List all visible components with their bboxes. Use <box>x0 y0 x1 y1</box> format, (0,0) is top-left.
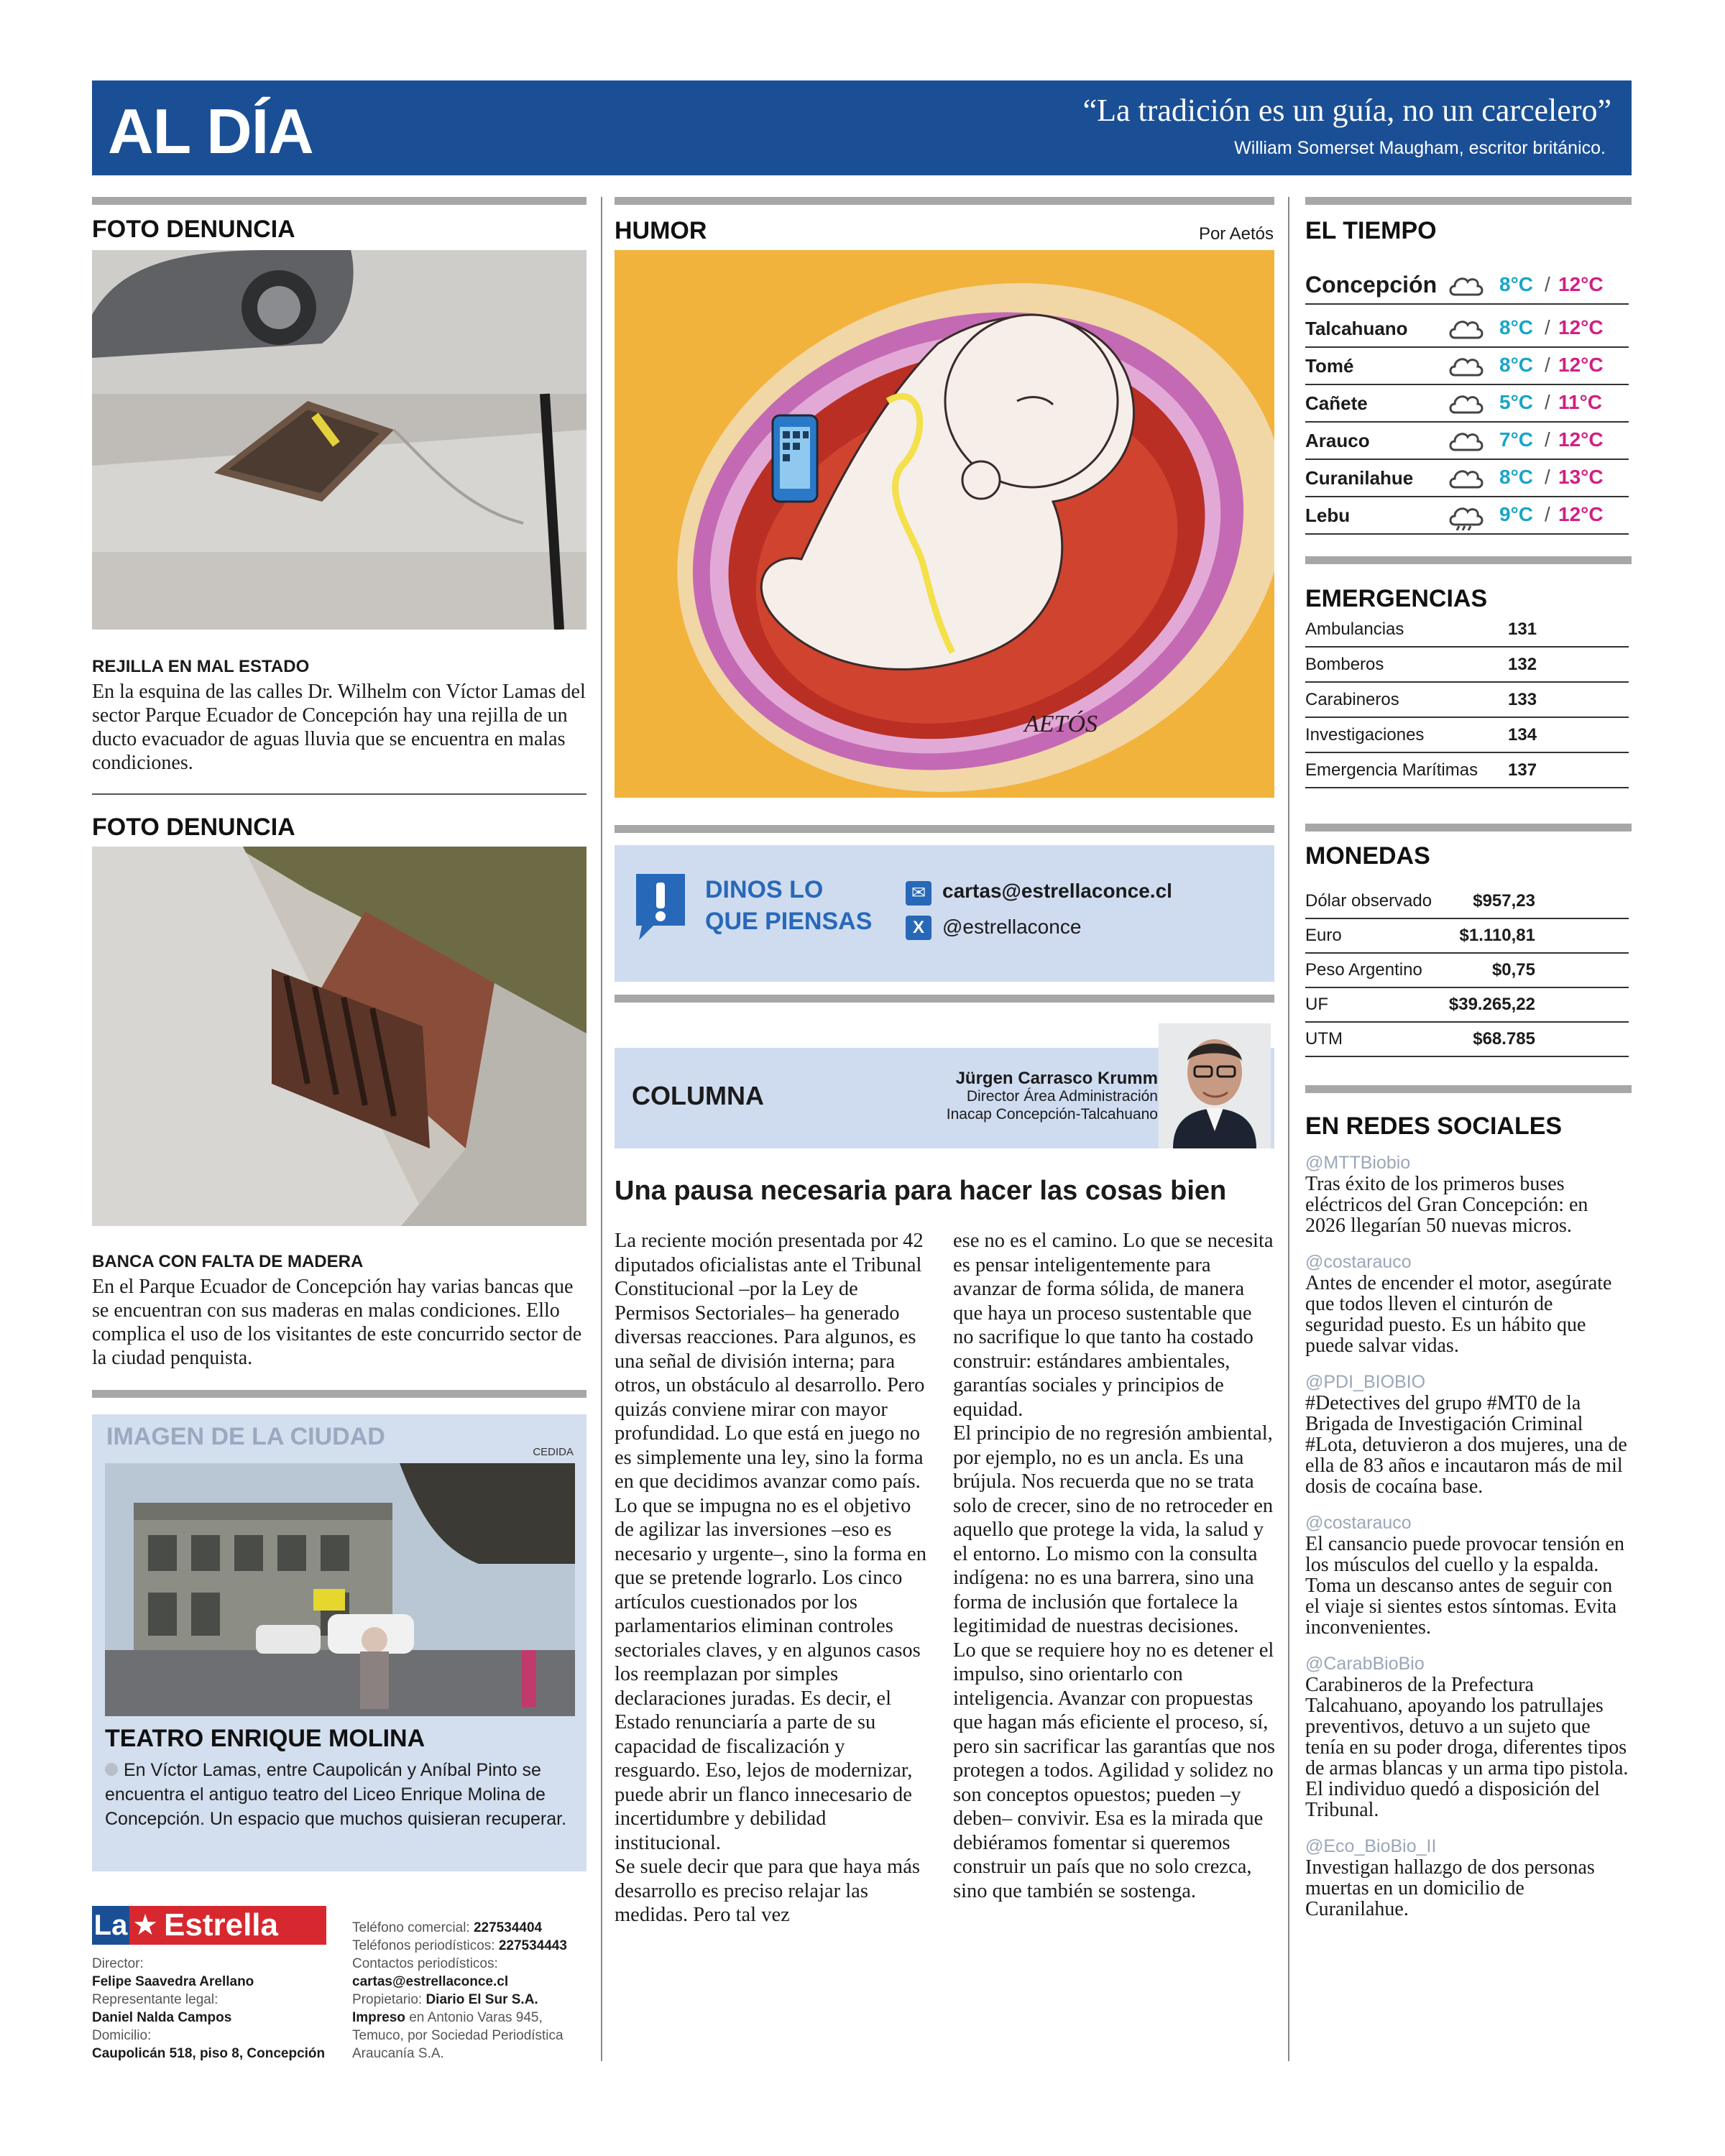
foto1-label: FOTO DENUNCIA <box>92 216 295 243</box>
imagen-body: En Víctor Lamas, entre Caupolicán y Aníbal Pinto se encuentra el antiguo teatro del Liceo Enrique Molina de Concepción. Un espacio que muchos quisieran recuperar. <box>105 1760 567 1829</box>
columna-author-block <box>947 1069 1158 1123</box>
weather-row <box>1305 267 1629 305</box>
emergencia-number[interactable]: 137 <box>1508 760 1537 780</box>
moneda-name: Dólar observado <box>1305 891 1432 911</box>
weather-slash: / <box>1545 503 1550 525</box>
divider-bar <box>1305 1085 1632 1093</box>
emergencia-row <box>1305 753 1629 788</box>
humor-byline: Por Aetós <box>1198 224 1274 244</box>
social-text: El cansancio puede provocar tensión en los músculos del cuello y la espalda. Toma un descanso antes de seguir con el viaje si sientes estos síntomas. Evita inconvenientes. <box>1305 1533 1624 1639</box>
imagen-credit: CEDIDA <box>533 1446 574 1458</box>
weather-city: Concepción <box>1305 272 1438 298</box>
weather-row <box>1305 310 1629 348</box>
foto1-body: En la esquina de las calles Dr. Wilhelm con Víctor Lamas del sector Parque Ecuador de Concepción hay una rejilla de un ducto evacuador de aguas lluvia que se encuentra en malas condiciones. <box>92 681 586 774</box>
moneda-name: Euro <box>1305 926 1342 945</box>
redes-label: EN REDES SOCIALES <box>1305 1112 1563 1140</box>
divider-bar <box>92 197 586 205</box>
weather-city: Cañete <box>1305 392 1368 414</box>
column-rule <box>1288 197 1289 2061</box>
foto1-photo-art <box>92 250 586 630</box>
x-logo-icon: X <box>906 916 932 940</box>
emergencia-row <box>1305 648 1629 683</box>
columna-text-left <box>615 1229 932 1927</box>
cloud-icon <box>1446 427 1486 456</box>
logo-la: La <box>92 1906 129 1945</box>
monedas-label: MONEDAS <box>1305 842 1430 870</box>
emergencia-number[interactable]: 132 <box>1508 655 1537 674</box>
section-title: AL DÍA <box>108 96 313 167</box>
cartoon-art <box>615 250 1274 798</box>
author-photo-art <box>1159 1023 1271 1148</box>
paragraph: El principio de no regresión ambiental, por ejemplo, no es un ancla. Es una brújula. Nos recuerda que no se trata solo de crecer, sino de no retroceder en aquello que protege la vida, la salud y el entorno. Lo mismo con la consulta indígena: no es una barrera, sino una forma de inclusión que fortalece la legitimidad de nuestras decisiones. <box>953 1422 1274 1637</box>
emergencia-row <box>1305 683 1629 718</box>
logo-estrella: Estrella <box>161 1906 326 1945</box>
director-name: Felipe Saavedra Arellano <box>92 1974 254 1989</box>
moneda-row <box>1305 918 1629 954</box>
columna-text-right <box>953 1229 1275 1903</box>
social-handle[interactable]: @costarauco <box>1305 1513 1412 1533</box>
mail-icon: ✉ <box>906 881 932 906</box>
cloud-icon <box>1446 315 1486 344</box>
moneda-name: UTM <box>1305 1029 1343 1049</box>
weather-city: Tomé <box>1305 355 1354 377</box>
social-post <box>1305 1252 1632 1356</box>
emergencia-name: Ambulancias <box>1305 619 1404 639</box>
social-handle[interactable]: @PDI_BIOBIO <box>1305 1372 1426 1392</box>
weather-city: Arauco <box>1305 430 1370 451</box>
tel-per-label: Teléfonos periodísticos: <box>352 1938 495 1953</box>
paragraph: La reciente moción presentada por 42 diputados oficialistas ante el Tribunal Constitucional –por la Ley de Permisos Sectoriales– ha generado diversas reacciones. Para algunos, es una señal de división interna; para otros, un obstáculo al desarrollo. Pero quizás conviene mirar con mayor profundidad. Lo que está en juego no es simplemente una ley, sino la forma en que decidimos avanzar como país. <box>615 1230 925 1493</box>
foto2-label: FOTO DENUNCIA <box>92 814 295 841</box>
imagen-title: TEATRO ENRIQUE MOLINA <box>105 1725 426 1752</box>
alert-bubble-icon <box>632 871 689 943</box>
weather-min: 8°C <box>1499 354 1533 376</box>
emergencia-number[interactable]: 134 <box>1508 725 1537 745</box>
emergencia-name: Emergencia Marítimas <box>1305 760 1478 780</box>
divider <box>92 793 586 795</box>
masthead-right <box>352 1919 589 2063</box>
weather-row <box>1305 460 1629 497</box>
dinos-email[interactable]: cartas@estrellaconce.cl <box>942 880 1172 902</box>
weather-min: 8°C <box>1499 316 1533 338</box>
emergencia-number[interactable]: 131 <box>1508 619 1537 639</box>
contact-email[interactable]: cartas@estrellaconce.cl <box>352 1974 509 1989</box>
social-text: Investigan hallazgo de dos personas muertas en un domicilio de Curanilahue. <box>1305 1856 1595 1920</box>
divider-bar <box>615 197 1274 205</box>
imagen-photo <box>105 1463 575 1716</box>
divider-bar <box>92 1390 586 1398</box>
imagen-ciudad-box <box>92 1414 586 1871</box>
emergencia-number[interactable]: 133 <box>1508 690 1537 709</box>
imagen-photo-art <box>105 1463 575 1716</box>
foto2-photo <box>92 847 586 1226</box>
rain-cloud-icon <box>1446 502 1486 530</box>
weather-row <box>1305 348 1629 385</box>
weather-slash: / <box>1545 354 1550 376</box>
divider-bar <box>615 825 1274 833</box>
weather-max: 12°C <box>1558 273 1604 295</box>
weather-slash: / <box>1545 316 1550 338</box>
redes-list <box>1305 1153 1632 1935</box>
paragraph: Lo que se impugna no es el objetivo de agilizar las inversiones –eso es necesario y urgente–, sino la forma en que se pretende lograrlo. Los cinco artículos cuestionados por los parlamentarios eliminan controles sectoriales claves, y en algunos casos los reemplazan por simples declaraciones juradas. Es decir, el Estado renunciaría a parte de su capacidad de fiscalización y resguardo. Eso, lejos de modernizar, puede abrir un flanco innecesario de incertidumbre y debilidad institucional. <box>615 1494 926 1854</box>
weather-min: 5°C <box>1499 391 1533 413</box>
social-handle[interactable]: @CarabBioBio <box>1305 1654 1425 1674</box>
foto1-photo <box>92 250 586 630</box>
cloud-icon <box>1446 352 1486 381</box>
print-c: Araucanía S.A. <box>352 2046 444 2061</box>
moneda-value: $68.785 <box>1473 1029 1535 1049</box>
emergencia-name: Carabineros <box>1305 690 1399 709</box>
moneda-row <box>1305 884 1629 919</box>
paragraph: Se suele decir que para que haya más desarrollo es preciso relajar las medidas. Pero tal vez <box>615 1856 920 1926</box>
social-text: #Detectives del grupo #MT0 de la Brigada de Investigación Criminal #Lota, detuvieron a dos mujeres, una de ella de 83 años e incautaron más de mil dosis de cocaína base. <box>1305 1392 1627 1498</box>
weather-slash: / <box>1545 428 1550 451</box>
moneda-row <box>1305 987 1629 1023</box>
tiempo-label: EL TIEMPO <box>1305 217 1437 244</box>
weather-max: 12°C <box>1558 503 1604 525</box>
social-post <box>1305 1513 1632 1638</box>
social-handle[interactable]: @MTTBiobio <box>1305 1153 1411 1173</box>
social-handle[interactable]: @costarauco <box>1305 1252 1412 1272</box>
moneda-name: Peso Argentino <box>1305 960 1422 980</box>
social-post <box>1305 1836 1632 1920</box>
tel-per: 227534443 <box>498 1938 567 1953</box>
rep-label: Representante legal: <box>92 1992 218 2007</box>
moneda-row <box>1305 953 1629 988</box>
emergencia-row <box>1305 718 1629 753</box>
dinos-line1: DINOS LO <box>705 876 824 903</box>
social-text: Antes de encender el motor, asegúrate que todos lleven el cinturón de seguridad puesto. Es un hábito que puede salvar vidas. <box>1305 1272 1612 1357</box>
weather-max: 12°C <box>1558 428 1604 451</box>
weather-min: 7°C <box>1499 428 1533 451</box>
tel-com-label: Teléfono comercial: <box>352 1920 470 1935</box>
cloud-icon <box>1446 390 1486 418</box>
owner: Diario El Sur S.A. <box>426 1992 538 2007</box>
banner-quote-author: William Somerset Maugham, escritor británico. <box>1234 138 1606 158</box>
social-post <box>1305 1654 1632 1820</box>
estrella-logo <box>92 1906 326 1945</box>
contact-label: Contactos periodísticos: <box>352 1956 498 1971</box>
weather-slash: / <box>1545 466 1550 488</box>
weather-max: 12°C <box>1558 354 1604 376</box>
social-post <box>1305 1153 1632 1236</box>
columna-label: COLUMNA <box>632 1081 764 1110</box>
weather-row <box>1305 423 1629 460</box>
foto2-title: BANCA CON FALTA DE MADERA <box>92 1252 364 1271</box>
dinos-line2: QUE PIENSAS <box>705 908 873 935</box>
columna-role1: Director Área Administración <box>966 1088 1158 1105</box>
foto2-body: En el Parque Ecuador de Concepción hay varias bancas que se encuentran con sus maderas en malas condiciones. Ello complica el uso de los visitantes de este concurrido sector de la ciudad penquista. <box>92 1276 582 1369</box>
rep-name: Daniel Nalda Campos <box>92 2010 232 2025</box>
weather-slash: / <box>1545 273 1550 295</box>
dom-value: Caupolicán 518, piso 8, Concepción <box>92 2046 326 2061</box>
owner-label: Propietario: <box>352 1992 423 2007</box>
foto2-photo-art <box>92 847 586 1226</box>
social-handle[interactable]: @Eco_BioBio_II <box>1305 1836 1437 1856</box>
dom-label: Domicilio: <box>92 2028 152 2043</box>
humor-label: HUMOR <box>615 217 707 244</box>
foto1-title: REJILLA EN MAL ESTADO <box>92 657 310 676</box>
weather-max: 11°C <box>1558 391 1603 413</box>
print-label: Impreso <box>352 2010 405 2025</box>
moneda-value: $957,23 <box>1473 891 1535 911</box>
weather-row <box>1305 385 1629 423</box>
paragraph: ese no es el camino. Lo que se necesita es pensar inteligentemente para avanzar de forma sólida, de manera que haya un proceso sustentable que no sacrifique lo que tanto ha costado construir: estándares ambientales, garantías sociales y principios de equidad. <box>953 1230 1274 1421</box>
weather-city: Curanilahue <box>1305 467 1414 489</box>
weather-min: 8°C <box>1499 273 1533 295</box>
social-post <box>1305 1372 1632 1497</box>
columna-role2: Inacap Concepción-Talcahuano <box>946 1106 1158 1123</box>
star-icon: ★ <box>129 1906 161 1945</box>
imagen-label: IMAGEN DE LA CIUDAD <box>106 1423 385 1450</box>
divider-bar <box>1305 197 1632 205</box>
moneda-value: $1.110,81 <box>1459 926 1535 945</box>
cloud-icon <box>1446 272 1486 300</box>
weather-max: 13°C <box>1558 466 1604 488</box>
humor-cartoon <box>615 250 1274 798</box>
dinos-box <box>615 845 1274 982</box>
columna-headline: Una pausa necesaria para hacer las cosas bien <box>615 1176 1227 1206</box>
print-a: en Antonio Varas 945, <box>409 2010 543 2025</box>
moneda-name: UF <box>1305 995 1328 1014</box>
columna-author: Jürgen Carrasco Krumm <box>955 1069 1158 1088</box>
weather-min: 8°C <box>1499 466 1533 488</box>
moneda-value: $0,75 <box>1491 960 1535 980</box>
author-photo <box>1159 1023 1271 1148</box>
moneda-row <box>1305 1022 1629 1057</box>
weather-row <box>1305 497 1629 535</box>
director-label: Director: <box>92 1956 144 1971</box>
imagen-body-wrap <box>105 1758 579 1831</box>
section-banner <box>92 80 1632 175</box>
weather-max: 12°C <box>1558 316 1604 338</box>
divider-bar <box>615 995 1274 1003</box>
moneda-value: $39.265,22 <box>1448 995 1535 1014</box>
dinos-x-handle[interactable]: @estrellaconce <box>942 916 1082 938</box>
weather-city: Lebu <box>1305 505 1351 526</box>
bullet-icon <box>105 1763 118 1776</box>
emergencia-name: Investigaciones <box>1305 725 1425 745</box>
dinos-title <box>705 874 872 937</box>
weather-city: Talcahuano <box>1305 318 1408 339</box>
tel-com: 227534404 <box>473 1920 543 1935</box>
social-text: Tras éxito de los primeros buses eléctricos del Gran Concepción: en 2026 llegarían 50 nuevas micros. <box>1305 1173 1588 1237</box>
print-b: Temuco, por Sociedad Periodística <box>352 2028 564 2043</box>
cartoon-signature: AETÓS <box>1024 711 1098 737</box>
masthead-left <box>92 1955 329 2063</box>
divider-bar <box>1305 824 1632 831</box>
divider-bar <box>1305 556 1632 564</box>
banner-quote: “La tradición es un guía, no un carcelero” <box>1082 93 1611 128</box>
emergencia-row <box>1305 612 1629 648</box>
weather-min: 9°C <box>1499 503 1533 525</box>
column-rule <box>601 197 602 2061</box>
emergencias-label: EMERGENCIAS <box>1305 585 1488 612</box>
social-text: Carabineros de la Prefectura Talcahuano, apoyando los patrullajes preventivos, detuvo a un sujeto que tenía en su poder droga, diferentes tipos de armas blancas y un arma tipo pistola. El individuo quedó a disposición del Tribunal. <box>1305 1674 1629 1821</box>
cloud-icon <box>1446 464 1486 493</box>
paragraph: Lo que se requiere hoy no es detener el impulso, sino orientarlo con inteligencia. Avanzar con propuestas que hagan más eficiente el proceso, sí, pero sin sacrificar las garantías que nos protegen a todos. Agilidad y solidez no son conceptos opuestos; pueden –y deben– convivir. Esa es la mirada que debiéramos fomentar si queremos construir un país que no solo crezca, sino que también se sostenga. <box>953 1639 1275 1902</box>
weather-slash: / <box>1545 391 1550 413</box>
emergencia-name: Bomberos <box>1305 655 1384 674</box>
